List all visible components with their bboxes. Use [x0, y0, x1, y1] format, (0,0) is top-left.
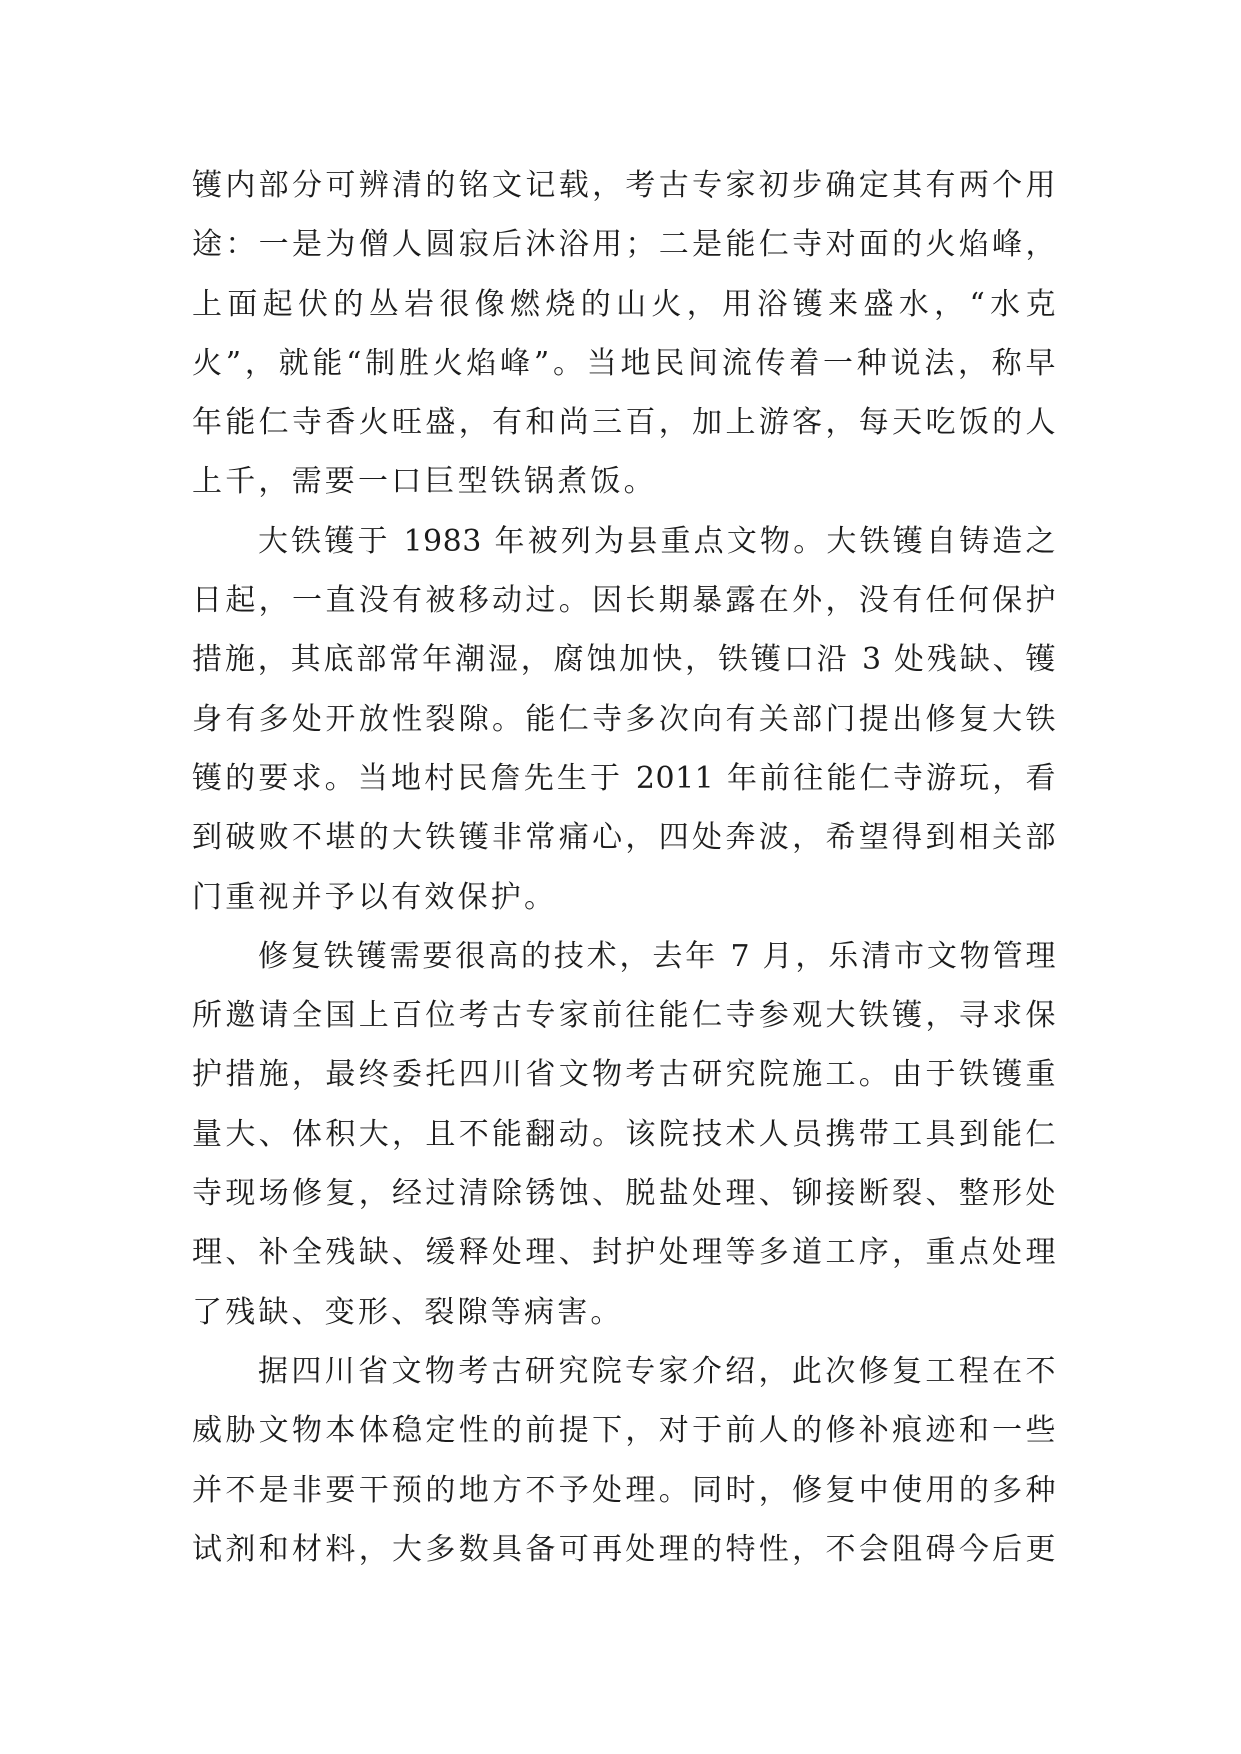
text-line: 理、补全残缺、缓释处理、封护处理等多道工序，重点处理 — [192, 1235, 1056, 1271]
text-line: 上千，需要一口巨型铁锅煮饭。 — [192, 464, 657, 500]
text-line: 上面起伏的丛岩很像燃烧的山火，用浴镬来盛水，“水克 — [192, 286, 1056, 322]
text-line: 大铁镬于 1983 年被列为县重点文物。大铁镬自铸造之 — [258, 523, 1056, 559]
text-line: 并不是非要干预的地方不予处理。同时，修复中使用的多种 — [192, 1472, 1056, 1508]
text-line: 修复铁镬需要很高的技术，去年 7 月，乐清市文物管理 — [258, 938, 1056, 974]
text-line: 据四川省文物考古研究院专家介绍，此次修复工程在不 — [258, 1353, 1056, 1389]
body-text — [192, 156, 1056, 1579]
paragraph — [192, 1342, 1056, 1579]
text-line: 门重视并予以有效保护。 — [192, 879, 558, 915]
text-line: 镬的要求。当地村民詹先生于 2011 年前往能仁寺游玩，看 — [192, 760, 1056, 796]
text-line: 护措施，最终委托四川省文物考古研究院施工。由于铁镬重 — [192, 1057, 1056, 1093]
text-line: 日起，一直没有被移动过。因长期暴露在外，没有任何保护 — [192, 583, 1056, 619]
paragraph — [192, 927, 1056, 1342]
paragraph — [192, 512, 1056, 927]
text-line: 所邀请全国上百位考古专家前往能仁寺参观大铁镬，寻求保 — [192, 998, 1056, 1034]
text-line: 年能仁寺香火旺盛，有和尚三百，加上游客，每天吃饭的人 — [192, 405, 1056, 441]
text-line: 火”，就能“制胜火焰峰”。当地民间流传着一种说法，称早 — [192, 345, 1056, 381]
text-line: 量大、体积大，且不能翻动。该院技术人员携带工具到能仁 — [192, 1116, 1056, 1152]
text-line: 到破败不堪的大铁镬非常痛心，四处奔波，希望得到相关部 — [192, 820, 1056, 856]
text-line: 威胁文物本体稳定性的前提下，对于前人的修补痕迹和一些 — [192, 1413, 1056, 1449]
text-line: 途：一是为僧人圆寂后沐浴用；二是能仁寺对面的火焰峰， — [192, 227, 1056, 263]
paragraph — [192, 156, 1056, 512]
text-line: 身有多处开放性裂隙。能仁寺多次向有关部门提出修复大铁 — [192, 701, 1056, 737]
text-line: 试剂和材料，大多数具备可再处理的特性，不会阻碍今后更 — [192, 1531, 1056, 1567]
text-line: 寺现场修复，经过清除锈蚀、脱盐处理、铆接断裂、整形处 — [192, 1176, 1056, 1212]
text-line: 镬内部分可辨清的铭文记载，考古专家初步确定其有两个用 — [192, 168, 1056, 203]
text-line: 措施，其底部常年潮湿，腐蚀加快，铁镬口沿 3 处残缺、镬 — [192, 642, 1056, 678]
text-line: 了残缺、变形、裂隙等病害。 — [192, 1294, 624, 1330]
